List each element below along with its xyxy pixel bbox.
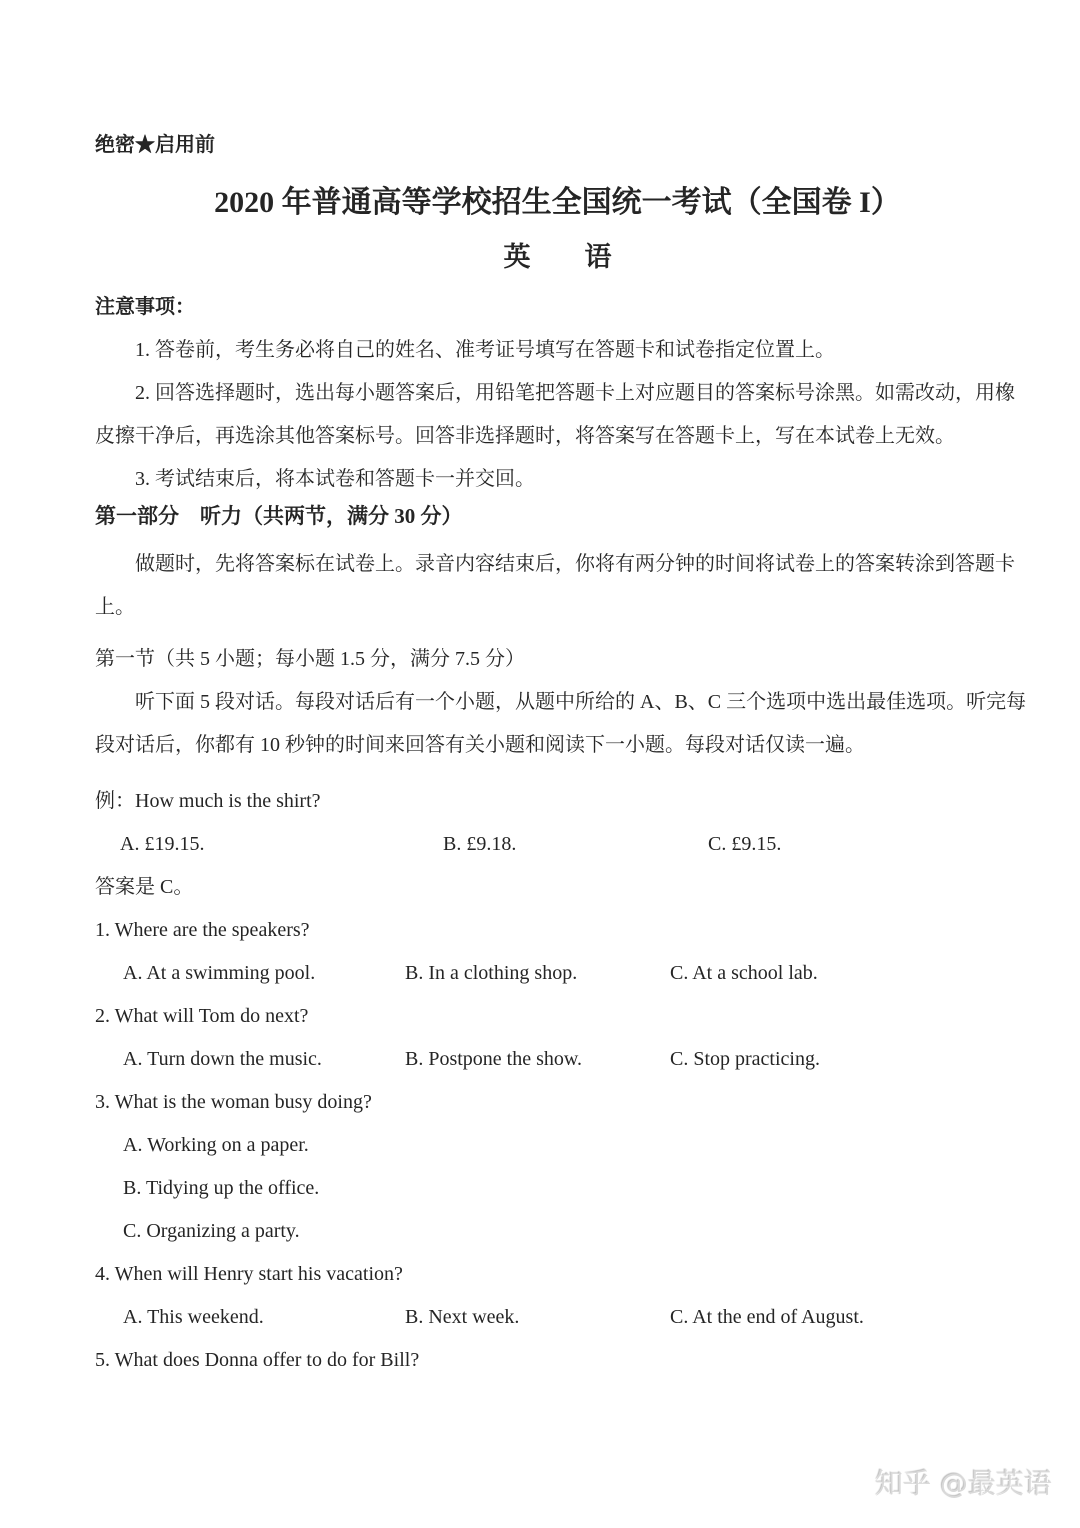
example-option-b: B. £9.18. xyxy=(443,833,517,855)
question-4-option-c: C. At the end of August. xyxy=(670,1306,864,1328)
question-1-option-a: A. At a swimming pool. xyxy=(123,962,316,984)
question-2 xyxy=(95,995,1020,1081)
question-4-prompt: 4. When will Henry start his vacation? xyxy=(95,1263,403,1285)
part-1-intro-line-2: 上。 xyxy=(95,596,135,618)
subject-title: 英 语 xyxy=(503,242,612,272)
question-2-option-a: A. Turn down the music. xyxy=(123,1048,322,1070)
question-3-option-b: B. Tidying up the office. xyxy=(123,1177,320,1199)
question-5-prompt: 5. What does Donna offer to do for Bill? xyxy=(95,1349,420,1371)
example-options-row xyxy=(95,823,1020,866)
question-3 xyxy=(95,1081,1020,1253)
question-2-options-row xyxy=(95,1038,1020,1081)
question-1 xyxy=(95,909,1020,995)
notice-item-2-line-1: 2. 回答选择题时，选出每小题答案后，用铅笔把答题卡上对应题目的答案标号涂黑。如需改动，用橡 xyxy=(135,382,1015,404)
part-1-heading: 第一部分 听力（共两节，满分 30 分） xyxy=(95,504,463,528)
question-4-option-a: A. This weekend. xyxy=(123,1306,264,1328)
notice-heading: 注意事项： xyxy=(95,296,195,318)
question-4 xyxy=(95,1253,1020,1339)
question-1-option-c: C. At a school lab. xyxy=(670,962,818,984)
question-1-option-b: B. In a clothing shop. xyxy=(405,962,578,984)
section-1-heading: 第一节（共 5 小题；每小题 1.5 分，满分 7.5 分） xyxy=(95,648,525,670)
example-option-c: C. £9.15. xyxy=(708,833,782,855)
section-1 xyxy=(95,638,1027,1382)
question-2-prompt: 2. What will Tom do next? xyxy=(95,1005,309,1027)
part-1-intro-line-1: 做题时，先将答案标在试卷上。录音内容结束后，你将有两分钟的时间将试卷上的答案转涂到答题卡 xyxy=(135,553,1015,575)
part-1-listening xyxy=(95,495,1020,629)
classification-label: 绝密★启用前 xyxy=(95,134,215,156)
example-answer-note: 答案是 C。 xyxy=(95,876,194,898)
question-3-prompt: 3. What is the woman busy doing? xyxy=(95,1091,372,1113)
example-prompt: 例：How much is the shirt? xyxy=(95,790,321,812)
question-1-prompt: 1. Where are the speakers? xyxy=(95,919,310,941)
notice-section xyxy=(95,286,1020,501)
question-5 xyxy=(95,1339,1020,1382)
question-4-options-row xyxy=(95,1296,1020,1339)
notice-item-1: 1. 答卷前，考生务必将自己的姓名、准考证号填写在答题卡和试卷指定位置上。 xyxy=(135,339,835,361)
watermark: 知乎 @最英语 xyxy=(875,1467,1052,1500)
question-2-option-c: C. Stop practicing. xyxy=(670,1048,820,1070)
question-4-option-b: B. Next week. xyxy=(405,1306,520,1328)
question-3-option-c: C. Organizing a party. xyxy=(123,1220,300,1242)
notice-item-3: 3. 考试结束后，将本试卷和答题卡一并交回。 xyxy=(135,468,535,490)
question-2-option-b: B. Postpone the show. xyxy=(405,1048,583,1070)
section-1-instructions-line-2: 段对话后，你都有 10 秒钟的时间来回答有关小题和阅读下一小题。每段对话仅读一遍。 xyxy=(95,734,865,756)
question-3-option-a: A. Working on a paper. xyxy=(123,1134,309,1156)
question-1-options-row xyxy=(95,952,1020,995)
exam-title: 2020 年普通高等学校招生全国统一考试（全国卷 I） xyxy=(214,186,901,219)
example-option-a: A. £19.15. xyxy=(120,833,205,855)
section-1-instructions-line-1: 听下面 5 段对话。每段对话后有一个小题，从题中所给的 A、B、C 三个选项中选出最佳选项。听完每 xyxy=(135,691,1027,713)
example-question xyxy=(95,780,1020,909)
notice-item-2-line-2: 皮擦干净后，再选涂其他答案标号。回答非选择题时，将答案写在答题卡上，写在本试卷上无效。 xyxy=(95,425,955,447)
